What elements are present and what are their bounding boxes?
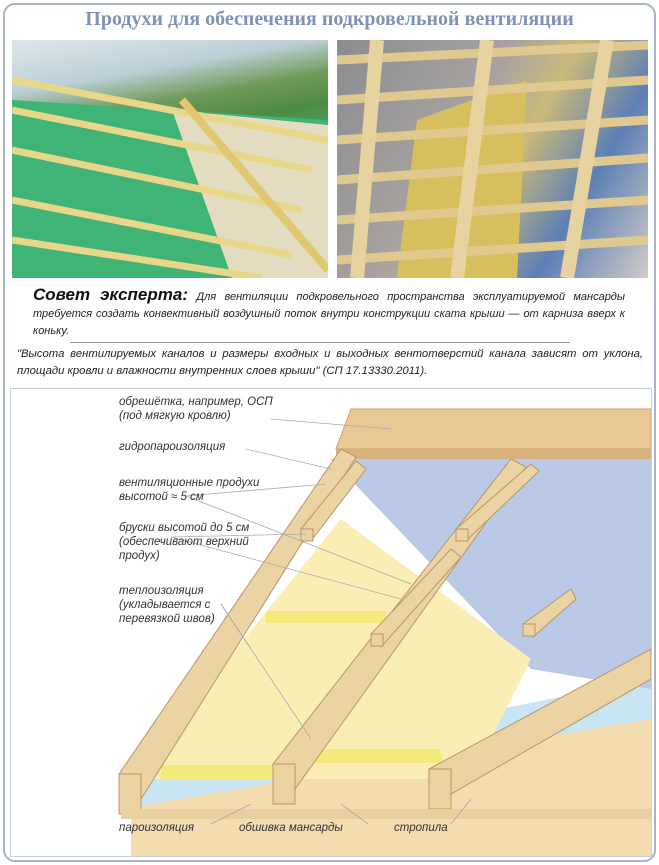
expert-heading: Совет эксперта:	[33, 285, 188, 304]
expert-tip	[33, 286, 625, 340]
standard-quote: "Высота вентилируемых каналов и размеры входных и выходных вентотверстий канала зависят от уклона, площади кровли и влажности внутренних слоев крыши" (СП 17.13330.2011).	[17, 348, 643, 377]
label-text: обрешётка, например, ОСП	[119, 396, 273, 408]
label-vapor: пароизоляция	[119, 822, 195, 834]
photo-roof-battens	[12, 40, 328, 278]
expert-text: Для вентиляции подкровельного пространства эксплуатируемой мансарды требуется создать конвективный воздушный поток внутри конструкции ската крыши — от карниза вверх к коньку.	[33, 291, 625, 337]
label-text: бруски высотой до 5 см	[119, 522, 250, 534]
label-rafters: стропила	[394, 822, 448, 834]
insulation-edge	[161, 765, 281, 779]
label-insulation	[119, 584, 215, 626]
divider	[70, 342, 570, 343]
osb-sheathing	[336, 409, 651, 449]
label-vents	[119, 476, 259, 504]
label-note: перевязкой швов)	[119, 613, 215, 625]
label-lining: обшивка мансарды	[239, 822, 343, 834]
label-membrane: гидропароизоляция	[119, 441, 226, 453]
label-note: продух)	[119, 550, 160, 562]
label-note: высотой ≈ 5 см	[119, 491, 204, 503]
label-sheathing	[119, 395, 273, 423]
roof-diagram	[10, 388, 652, 857]
label-note: (под мягкую кровлю)	[119, 410, 231, 422]
label-note: (укладывается с	[119, 599, 211, 611]
label-text: теплоизоляция	[119, 585, 204, 597]
label-text: вентиляционные продухи	[119, 477, 260, 489]
label-bars	[119, 521, 249, 563]
photo-insulation-rafters	[337, 40, 648, 278]
page-title: Продухи для обеспечения подкровельной вентиляции	[85, 8, 574, 30]
label-note: (обеспечивают верхний	[119, 536, 249, 548]
